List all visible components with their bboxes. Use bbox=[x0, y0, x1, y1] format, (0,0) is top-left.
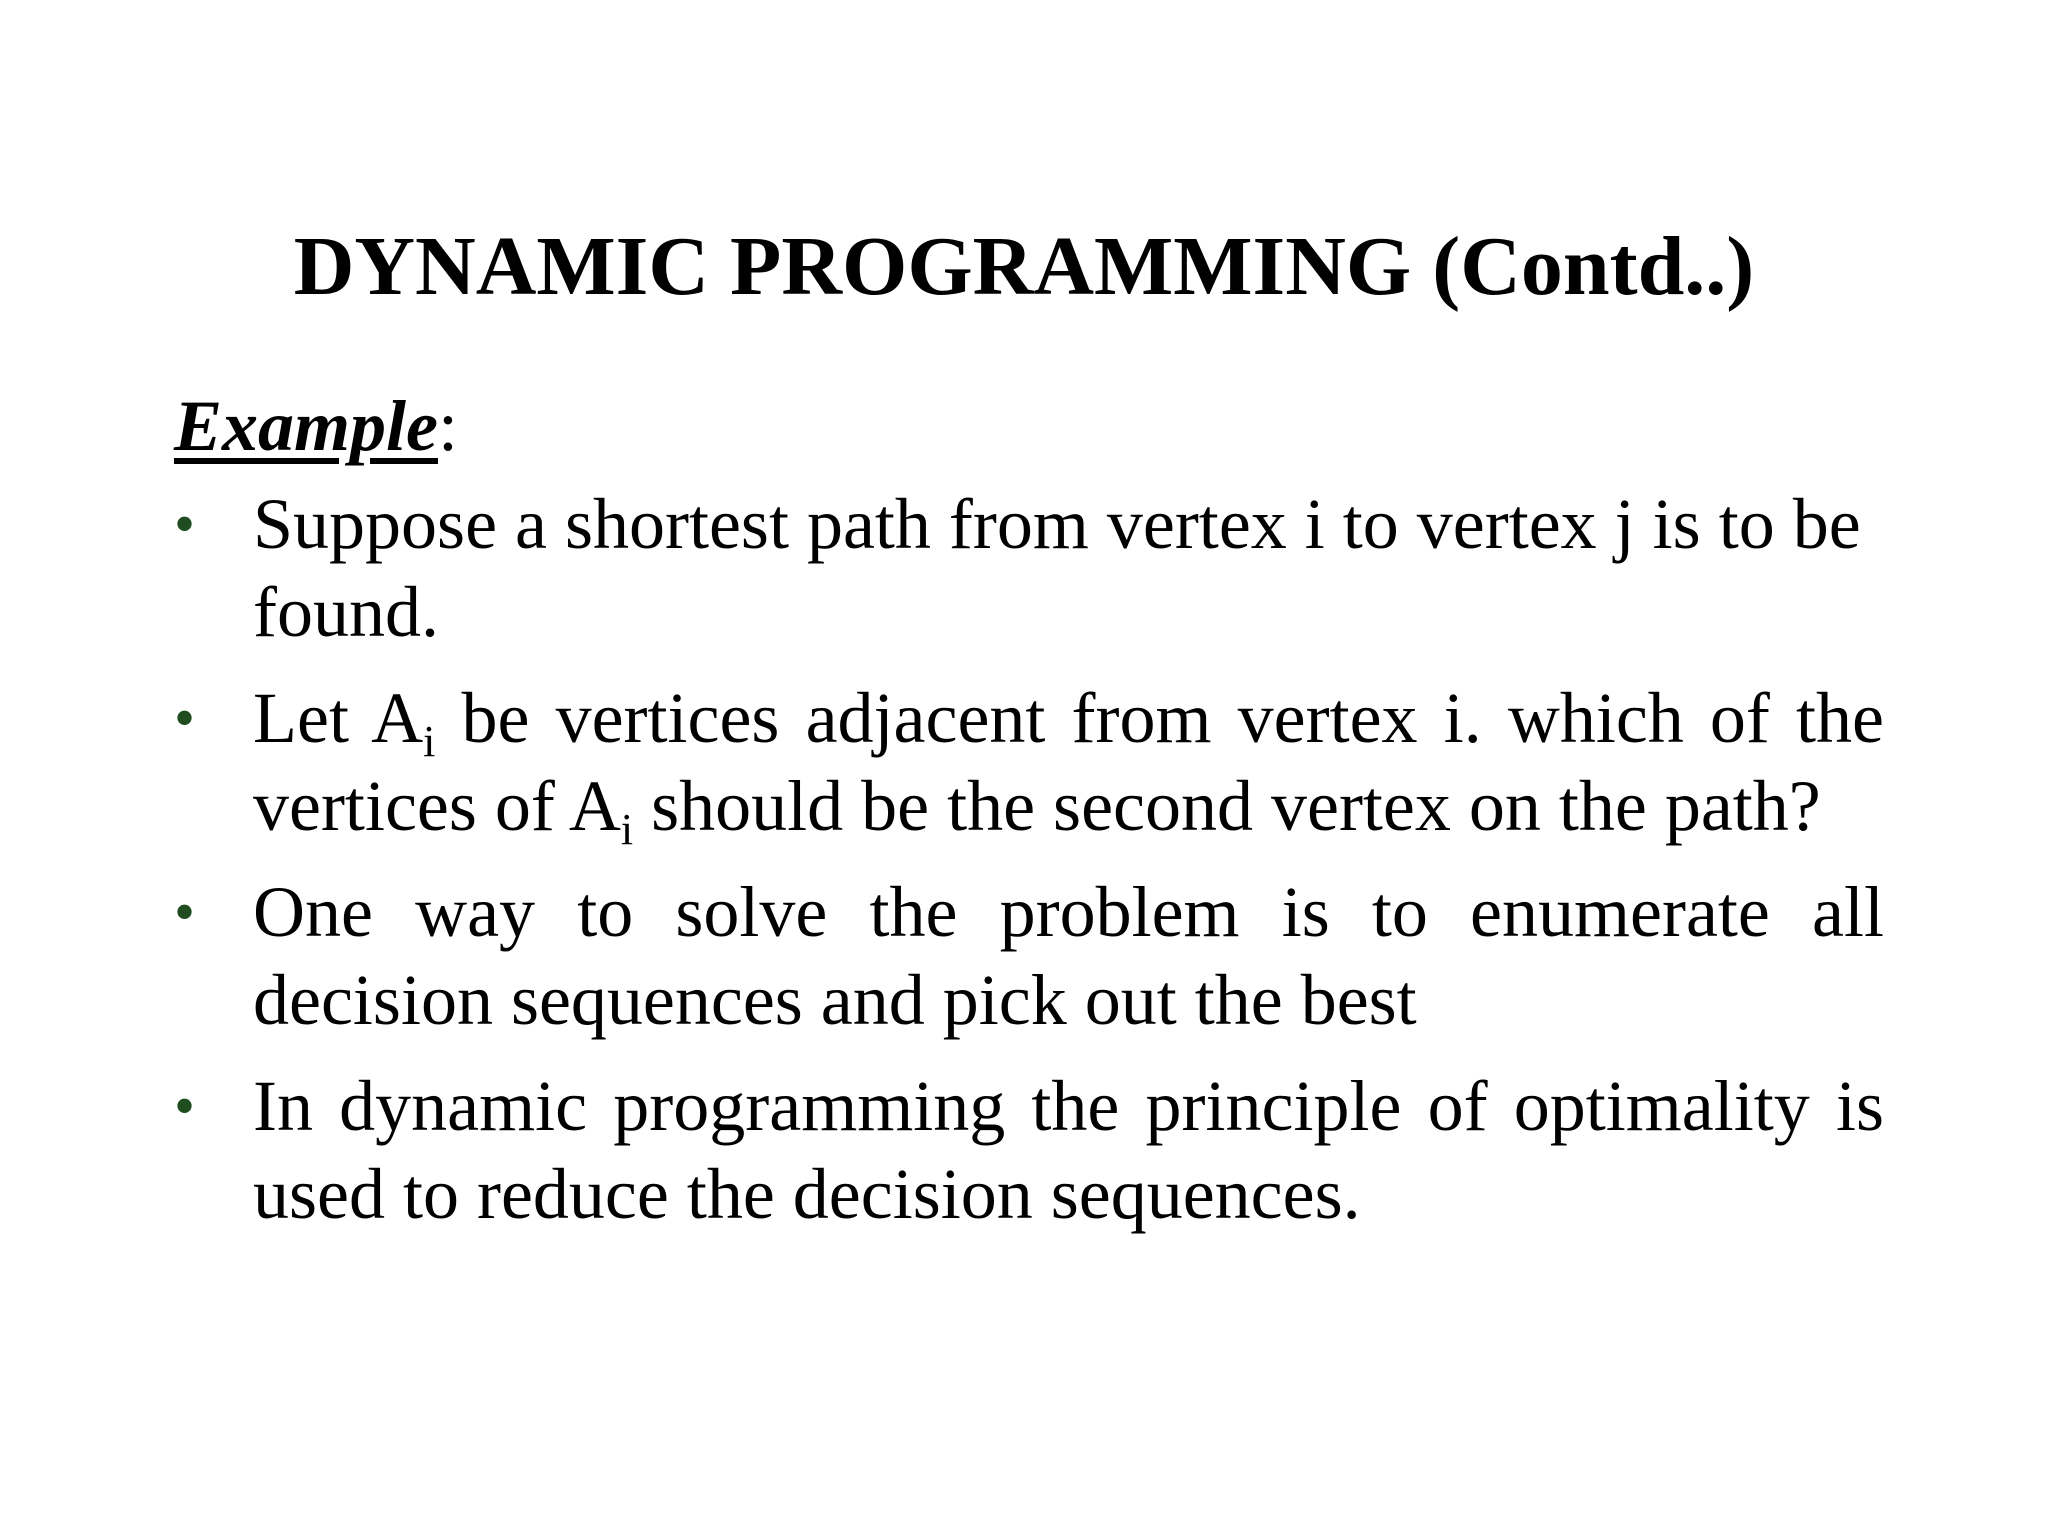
bullet-icon: • bbox=[174, 879, 196, 945]
bullet-text-part: Let A bbox=[253, 678, 424, 758]
subscript: i bbox=[620, 805, 634, 854]
bullet-icon: • bbox=[174, 1073, 196, 1139]
bullet-text: One way to solve the problem is to enumerate all decision sequences and pick out the best bbox=[253, 872, 1884, 1040]
example-colon: : bbox=[438, 386, 459, 466]
slide-title: DYNAMIC PROGRAMMING (Contd..) bbox=[293, 220, 1755, 313]
bullet-text: Suppose a shortest path from vertex i to vertex j is to be found. bbox=[253, 484, 1861, 652]
bullet-icon: • bbox=[174, 491, 196, 557]
bullet-item bbox=[174, 1062, 1884, 1238]
bullet-item bbox=[174, 674, 1884, 854]
bullet-item bbox=[174, 480, 1884, 656]
example-label: Example bbox=[174, 386, 438, 466]
subscript: i bbox=[423, 717, 436, 766]
bullet-text: In dynamic programming the principle of optimality is used to reduce the decision sequences. bbox=[253, 1066, 1884, 1234]
example-heading bbox=[174, 376, 458, 476]
bullet-text-part: be vertices adjacent from vertex i. which of the vertices of A bbox=[253, 678, 1884, 846]
bullet-text-part: should be the second vertex on the path? bbox=[633, 766, 1821, 846]
bullet-list bbox=[174, 480, 1884, 1256]
bullet-icon: • bbox=[174, 685, 196, 751]
bullet-item bbox=[174, 868, 1884, 1044]
bullet-text bbox=[253, 674, 1884, 854]
